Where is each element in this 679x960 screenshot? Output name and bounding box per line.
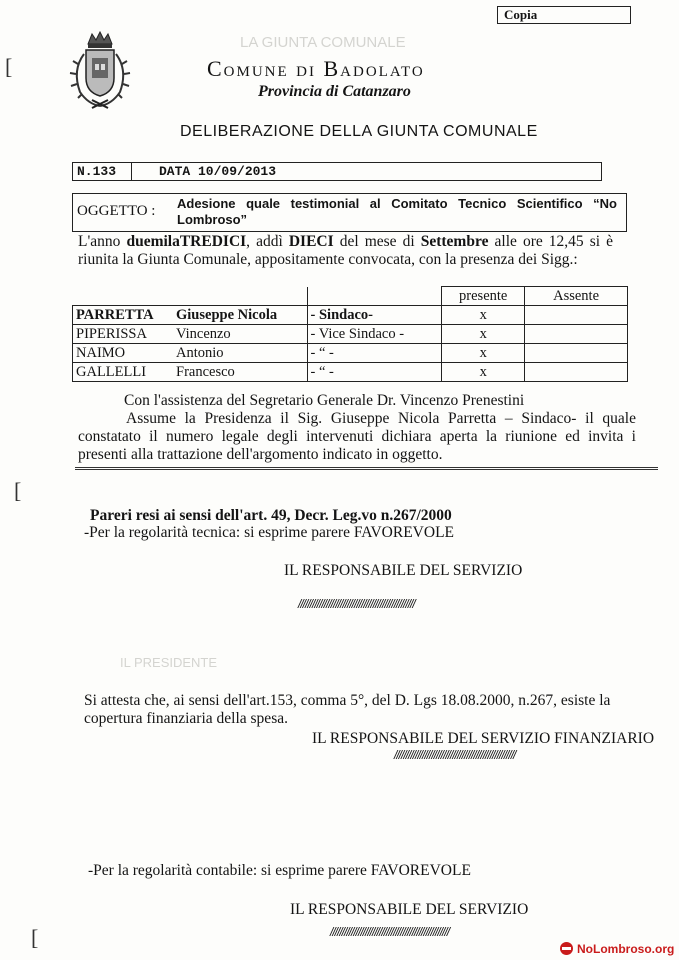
municipality-name: Comune di Badolato [207,56,425,81]
member-presente: x [442,325,525,344]
member-name: Giuseppe Nicola [176,307,278,323]
member-surname: PIPERISSA [76,326,147,342]
intro-day: DIECI [288,233,334,250]
show-through-text: LA GIUNTA COMUNALE [240,34,406,51]
member-assente [525,344,628,363]
pareri-heading: Pareri resi ai sensi dell'art. 49, Decr. Leg.vo n.267/2000 [90,507,452,524]
member-presente: x [442,363,525,382]
table-row [73,325,628,344]
member-assente [525,306,628,325]
table-row [73,306,628,325]
member-assente [525,325,628,344]
province-name: Provincia di Catanzaro [258,83,411,100]
document-title: DELIBERAZIONE DELLA GIUNTA COMUNALE [180,123,538,140]
responsabile-servizio-label: IL RESPONSABILE DEL SERVIZIO [284,562,523,579]
presidenza-paragraph: Assume la Presidenza il Sig. Giuseppe Nicola Parretta – Sindaco- il quale constatato il numero legale degli intervenuti dichiara aperta la riunione ed invita i presenti alla trattazione dell'argomento indicato in oggetto. [78,410,636,463]
signature-line: //////////////////////////////////////////////////// [394,748,516,762]
intro-year: duemilaTREDICI [126,233,247,250]
signature-line: /////////////////////////////////////////////////// [330,925,450,939]
intro-month: Settembre [420,233,489,250]
table-row [73,363,628,382]
member-surname: GALLELLI [76,364,147,380]
watermark-logo [560,940,674,958]
responsabile-servizio-label: IL RESPONSABILE DEL SERVIZIO [290,901,529,918]
signature-line: ////////////////////////////////////////////////// [298,597,415,611]
margin-bracket-mark: [ [31,925,39,950]
attendance-table [72,286,628,382]
deliberation-date: DATA 10/09/2013 [159,164,277,179]
regolarita-tecnica-line: -Per la regolarità tecnica: si esprime parere FAVOREVOLE [84,524,455,541]
member-presente: x [442,306,525,325]
member-surname: NAIMO [76,345,126,361]
coat-of-arms-icon [66,30,134,112]
margin-bracket-mark: [ [14,478,22,503]
column-header-presente: presente [442,287,525,306]
section-divider [75,467,658,470]
member-presente: x [442,344,525,363]
member-name: Vincenzo [176,326,231,342]
table-row [73,344,628,363]
member-name: Antonio [176,345,224,361]
member-role: - Sindaco- [307,306,442,325]
member-role: - “ - [307,344,442,363]
margin-bracket-mark: [ [5,54,13,79]
warning-icon [560,942,573,955]
member-role: - Vice Sindaco - [307,325,442,344]
member-role: - “ - [307,363,442,382]
attestazione-paragraph: Si attesta che, ai sensi dell'art.153, comma 5°, del D. Lgs 18.08.2000, n.267, esiste la copertura finanziaria della spesa. [84,692,611,727]
deliberation-number: N.133 [77,164,117,179]
member-surname: PARRETTA [76,307,154,323]
member-name: Francesco [176,364,235,380]
member-assente [525,363,628,382]
number-date-box [72,162,602,181]
table-header-row [73,287,628,306]
responsabile-finanziario-label: IL RESPONSABILE DEL SERVIZIO FINANZIARIO [312,730,655,747]
intro-paragraph: L'anno duemilaTREDICI, addì DIECI del mese di Settembre alle ore 12,45 si è riunita la Giunta Comunale, appositamente convocata, con la presenza dei Sigg.: [78,233,614,268]
watermark-text: NoLombroso.org [577,942,675,956]
assistenza-line: Con l'assistenza del Segretario Generale Dr. Vincenzo Prenestini [124,392,525,409]
subject-label: OGGETTO : [77,203,156,219]
show-through-text: IL PRESIDENTE [120,655,218,670]
copia-label: Copia [497,6,631,24]
subject-text: Adesione quale testimonial al Comitato Tecnico Scientifico “No Lombroso” [177,196,617,227]
column-header-assente: Assente [525,287,628,306]
regolarita-contabile-line: -Per la regolarità contabile: si esprime parere FAVOREVOLE [88,862,471,879]
subject-box [72,193,627,232]
